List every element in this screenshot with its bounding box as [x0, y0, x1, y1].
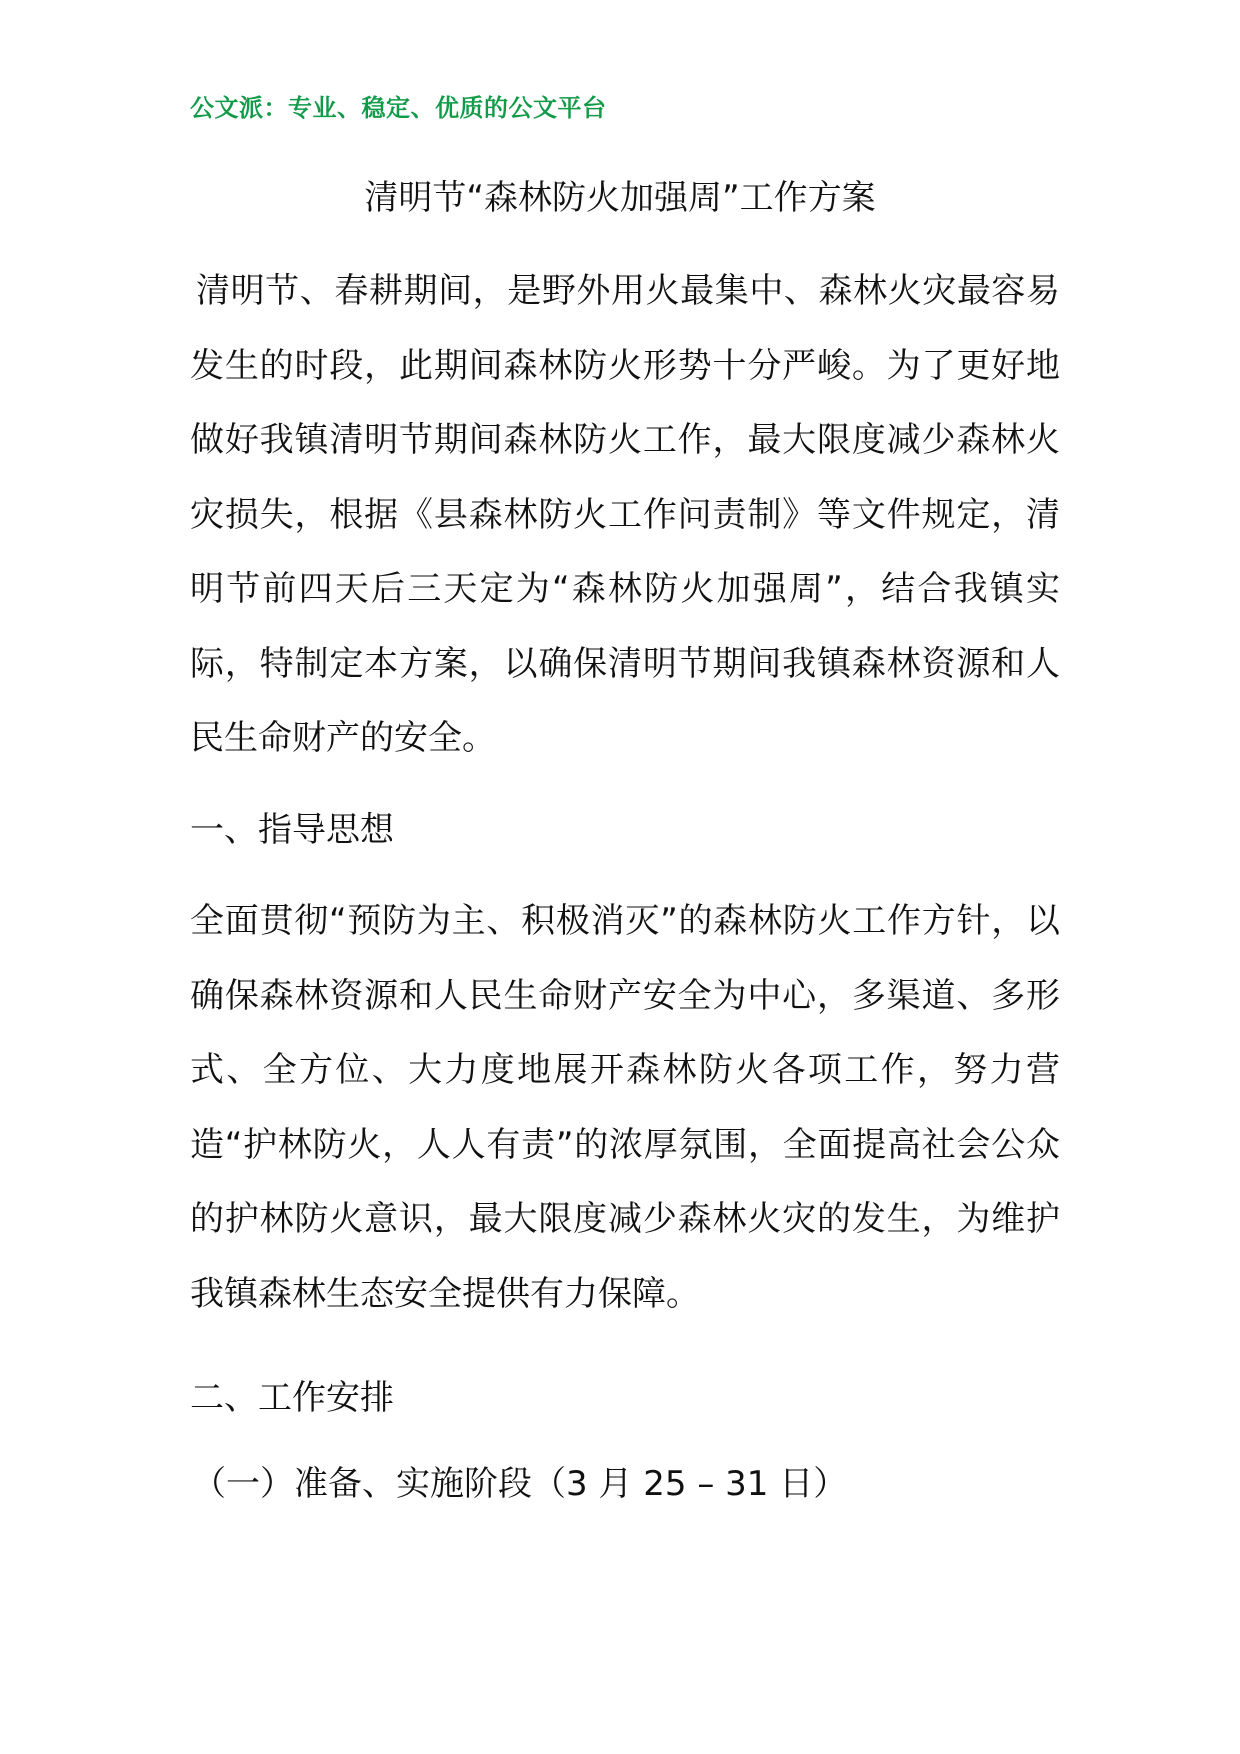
- brand-banner: 公文派：专业、稳定、优质的公文平台: [190, 94, 607, 122]
- section-heading-work-arrangement: 二、工作安排: [190, 1378, 394, 1418]
- document-title: 清明节“森林防火加强周”工作方案: [364, 178, 876, 218]
- subsection-heading-preparation-phase: （一）准备、实施阶段（3 月 25 – 31 日）: [192, 1464, 848, 1504]
- section-heading-guiding-ideology: 一、指导思想: [190, 810, 394, 850]
- intro-paragraph: 清明节、春耕期间，是野外用火最集中、森林火灾最容易发生的时段，此期间森林防火形势十分严峻。为了更好地做好我镇清明节期间森林防火工作，最大限度减少森林火灾损失，根据《县森林防火工作问责制》等文件规定，清明节前四天后三天定为“森林防火加强周”，结合我镇实际，特制定本方案，以确保清明节期间我镇森林资源和人民生命财产的安全。: [190, 271, 1060, 758]
- guiding-ideology-paragraph: 全面贯彻“预防为主、积极消灭”的森林防火工作方针，以确保森林资源和人民生命财产安全为中心，多渠道、多形式、全方位、大力度地展开森林防火各项工作，努力营造“护林防火，人人有责”的浓厚氛围，全面提高社会公众的护林防火意识，最大限度减少森林火灾的发生，为维护我镇森林生态安全提供有力保障。: [190, 901, 1060, 1314]
